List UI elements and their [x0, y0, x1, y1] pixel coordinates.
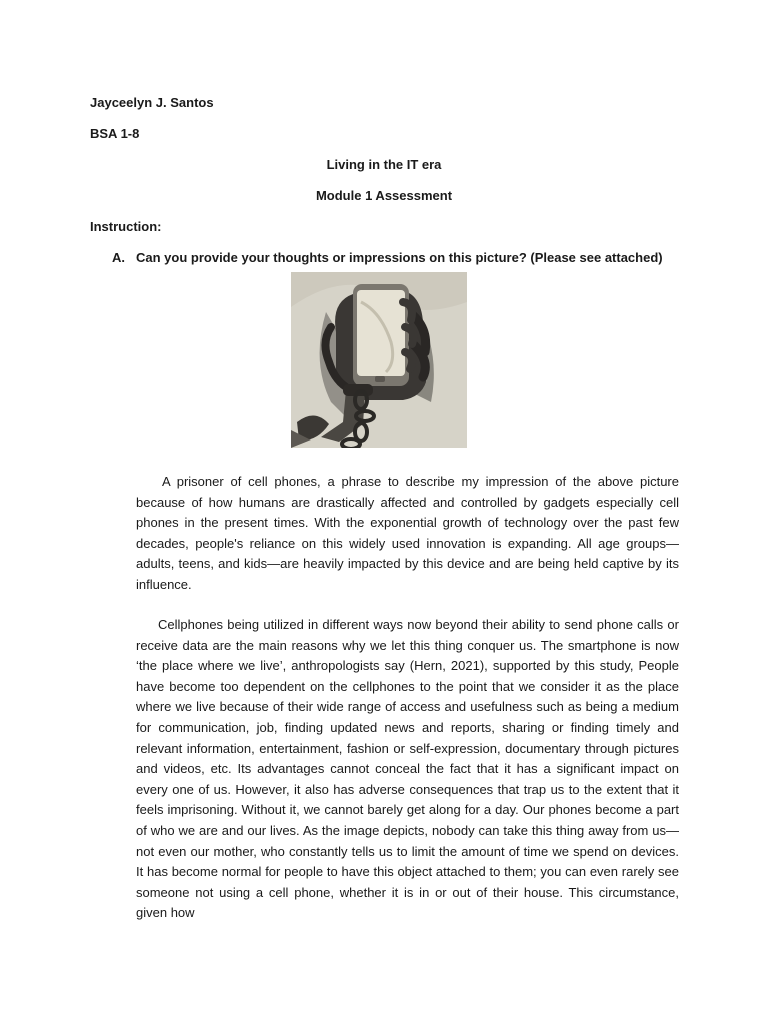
question-text: Can you provide your thoughts or impressions on this picture? (Please see attached)	[136, 250, 663, 265]
document-subtitle: Module 1 Assessment	[315, 188, 453, 203]
paragraph-1-text: A prisoner of cell phones, a phrase to describe my impression of the above picture because of how humans are drastically affected and controlled by gadgets especially cell phones in the present times. With the exponential growth of technology over the past few decades, people's reliance on this widely used innovation is expanding. All age groups—adults, teens, and kids—are heavily impacted by this device and are being held captive by its influence.	[136, 474, 679, 592]
paragraph-2-text: Cellphones being utilized in different ways now beyond their ability to send phone calls or receive data are the main reasons why we let this thing conquer us. The smartphone is now ‘the place where we live’, anthropologists say (Hern, 2021), supported by this study, People have become too dependent on the cellphones to the point that we consider it as the place where we live because of their wide range of access and usefulness such as being a medium for communication, job, finding updated news and reports, sharing or finding timely and relevant information, entertainment, fashion or self-expression, documentary through pictures and videos, etc. Its advantages cannot conceal the fact that it has a significant impact on every one of us. However, it also has adverse consequences that trap us to the extent that it feels imprisoning. Without it, we cannot barely get along for a day. Our phones become a part of who we are and our lives. As the image depicts, nobody can take this thing away from us—not even our mother, who constantly tells us to limit the amount of time we spend on devices. It has become normal for people to have this object attached to them; you can even rarely see someone not using a cell phone, whether it is in or out of their house. This circumstance, given how	[136, 617, 679, 921]
instruction-label: Instruction:	[90, 219, 162, 234]
author-name: Jayceelyn J. Santos	[90, 95, 214, 110]
question-letter: A.	[112, 250, 125, 265]
chained-hand-phone-illustration	[291, 272, 467, 448]
section-label: BSA 1-8	[90, 126, 140, 141]
paragraph-2	[136, 615, 679, 924]
paragraph-1	[136, 472, 679, 596]
document-title: Living in the IT era	[326, 157, 442, 172]
